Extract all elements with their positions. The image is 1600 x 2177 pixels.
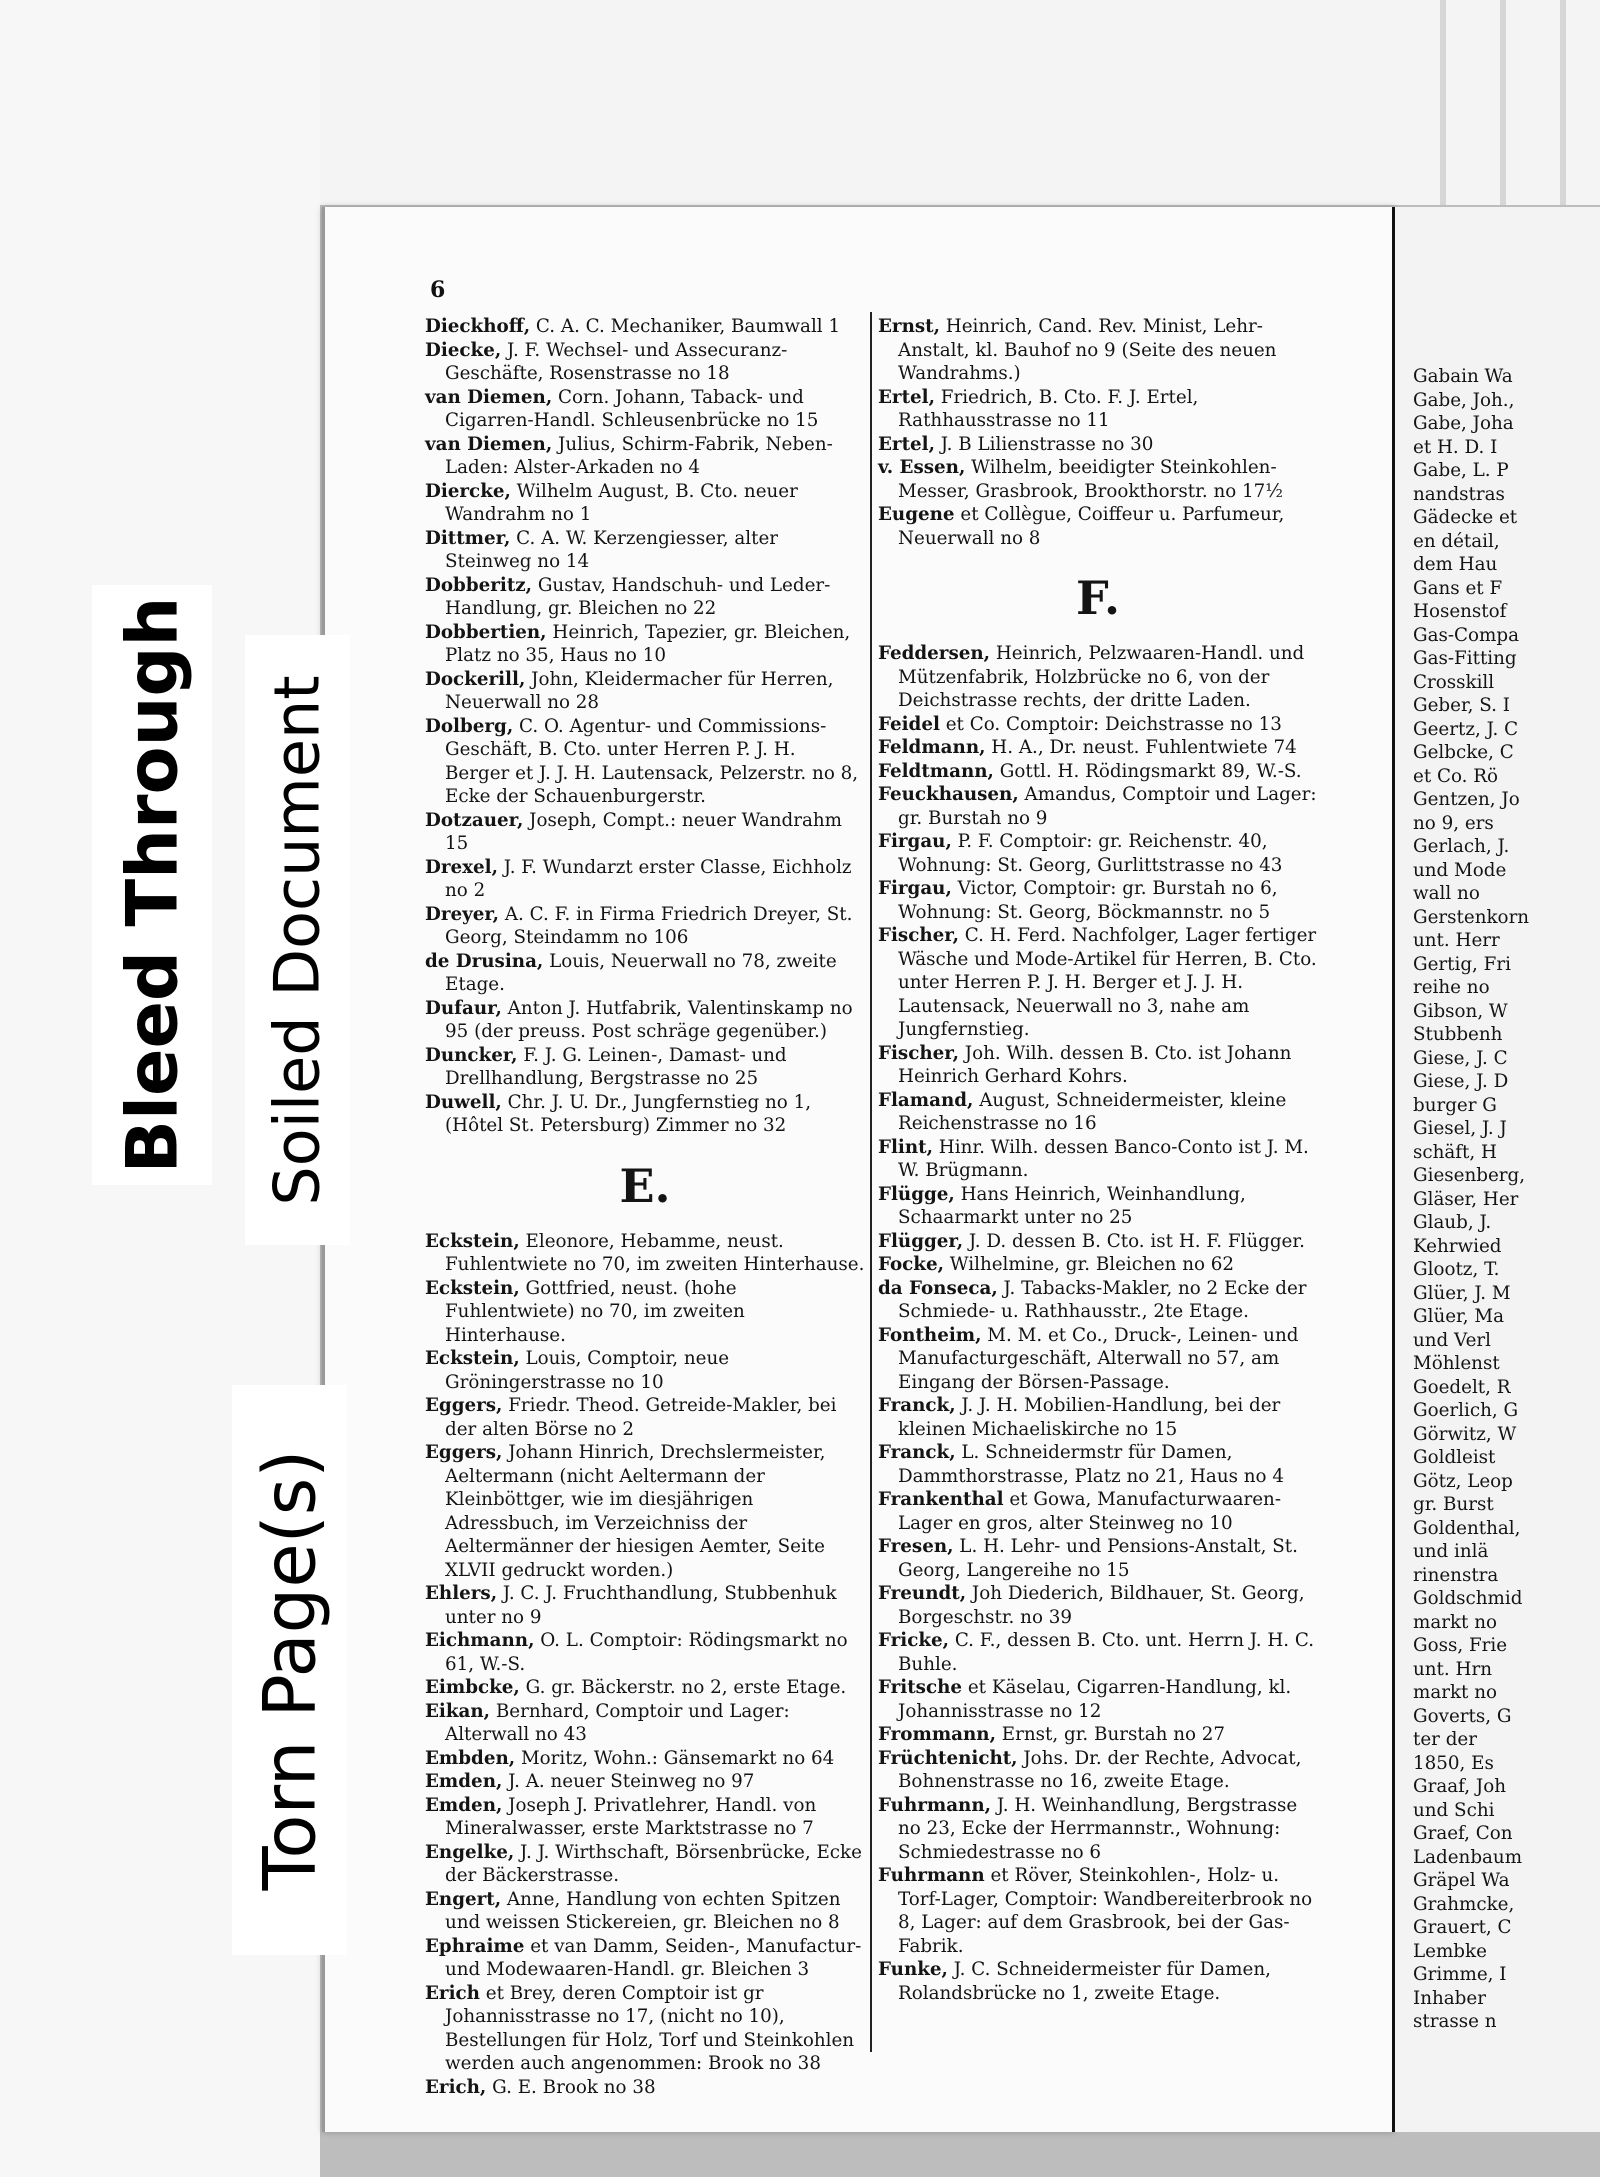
directory-entry bbox=[878, 1230, 1318, 1254]
entry-text: Joseph J. Privatlehrer, Handl. von Mineralwasser, erste Marktstrasse no 7 bbox=[445, 1794, 817, 1839]
directory-entry bbox=[878, 1441, 1318, 1488]
entry-text: Amandus, Comptoir und Lager: gr. Burstah no 9 bbox=[898, 784, 1317, 829]
entry-text: Victor, Comptoir: gr. Burstah no 6, Wohnung: St. Georg, Böckmannstr. no 5 bbox=[898, 878, 1278, 923]
fragment-line: Glüer, J. M bbox=[1413, 1282, 1511, 1304]
fragment-line: Geertz, J. C bbox=[1413, 718, 1519, 740]
fragment-line: und Verl bbox=[1413, 1329, 1491, 1351]
directory-entry bbox=[878, 877, 1318, 924]
fragment-line: 1850, Es bbox=[1413, 1752, 1494, 1774]
entry-name: Eikan, bbox=[425, 1700, 491, 1722]
entry-text: et van Damm, Seiden-, Manufactur- und Modewaaren-Handl. gr. Bleichen 3 bbox=[445, 1935, 862, 1980]
fragment-line: Giese, J. D bbox=[1413, 1071, 1509, 1092]
entry-name: Fuhrmann bbox=[878, 1865, 985, 1886]
fragment-line: Grauert, C bbox=[1413, 1917, 1512, 1938]
entry-text: August, Schneidermeister, kleine Reichenstrasse no 16 bbox=[898, 1089, 1287, 1134]
entry-name: Feldmann, bbox=[878, 737, 986, 758]
entry-name: Eckstein, bbox=[425, 1277, 520, 1299]
entry-text: F. J. G. Leinen-, Damast- und Drellhandlung, Bergstrasse no 25 bbox=[445, 1044, 787, 1089]
directory-entry bbox=[878, 1394, 1318, 1441]
fragment-line: und Schi bbox=[1413, 1799, 1495, 1821]
entry-text: C. H. Ferd. Nachfolger, Lager fertiger Wäsche und Mode-Artikel für Herren, B. Cto. unter Herren P. J. H. Berger et J. J. H. Lautensack, Neuerwall no 3, nahe am Jungfernstieg. bbox=[898, 925, 1317, 1040]
fragment-line: Möhlenst bbox=[1413, 1353, 1500, 1374]
entry-text: Eleonore, Hebamme, neust. Fuhlentwiete no 70, im zweiten Hinterhause. bbox=[445, 1230, 865, 1275]
fragment-line: burger G bbox=[1413, 1094, 1497, 1116]
directory-entry bbox=[878, 1183, 1318, 1230]
background-stripe bbox=[1560, 0, 1566, 205]
entry-text: et Brey, deren Comptoir ist gr Johannisstrasse no 17, (nicht no 10), Bestellungen für Holz, Torf und Steinkohlen werden auch angenommen: Brook no 38 bbox=[445, 1982, 855, 2074]
directory-entry bbox=[878, 503, 1318, 550]
entry-name: Ernst, bbox=[878, 316, 940, 337]
directory-entry bbox=[425, 997, 865, 1044]
directory-entry bbox=[425, 315, 865, 339]
entry-name: Flügge, bbox=[878, 1183, 955, 1205]
entry-name: Diercke, bbox=[425, 480, 511, 502]
entry-text: Wilhelm August, B. Cto. neuer Wandrahm no 1 bbox=[445, 480, 798, 525]
directory-entry bbox=[878, 1676, 1318, 1723]
label-text: Soiled Document bbox=[261, 674, 334, 1206]
fragment-line: markt no bbox=[1413, 1682, 1497, 1703]
entry-text: J. J. Wirthschaft, Börsenbrücke, Ecke der Bäckerstrasse. bbox=[445, 1841, 862, 1886]
entry-name: Engelke, bbox=[425, 1841, 515, 1863]
entry-name: Fresen, bbox=[878, 1536, 954, 1557]
entry-text: J. B Lilienstrasse no 30 bbox=[934, 433, 1154, 455]
background-stripe bbox=[1500, 0, 1506, 205]
directory-entry bbox=[878, 1535, 1318, 1582]
directory-entry bbox=[425, 1441, 865, 1582]
entry-name: de Drusina, bbox=[425, 950, 544, 972]
directory-entry bbox=[878, 386, 1318, 433]
entry-name: Eckstein, bbox=[425, 1348, 520, 1369]
entry-text: Corn. Johann, Taback- und Cigarren-Handl. Schleusenbrücke no 15 bbox=[445, 386, 819, 431]
fragment-line: Glaub, J. bbox=[1413, 1212, 1492, 1233]
fragment-line: Glootz, T. bbox=[1413, 1259, 1500, 1280]
fragment-line: Goldschmid bbox=[1413, 1588, 1523, 1609]
fragment-line: markt no bbox=[1413, 1611, 1497, 1633]
entry-name: Eggers, bbox=[425, 1442, 503, 1463]
directory-entry bbox=[425, 433, 865, 480]
directory-entry bbox=[425, 574, 865, 621]
fragment-line: Gerstenkorn bbox=[1413, 906, 1530, 928]
directory-entry bbox=[425, 1347, 865, 1394]
document-page bbox=[322, 207, 1395, 2132]
entry-text: Moritz, Wohn.: Gänsemarkt no 64 bbox=[515, 1747, 835, 1769]
entry-text: Johs. Dr. der Rechte, Advocat, Bohnenstrasse no 16, zweite Etage. bbox=[898, 1747, 1302, 1792]
entry-name: Erich bbox=[425, 1982, 480, 2004]
entry-text: Bernhard, Comptoir und Lager: Alterwall no 43 bbox=[445, 1700, 790, 1745]
entry-text: Friedr. Theod. Getreide-Makler, bei der alten Börse no 2 bbox=[445, 1395, 837, 1440]
entry-name: Fricke, bbox=[878, 1630, 950, 1651]
directory-entry bbox=[878, 1794, 1318, 1865]
entry-name: Dotzauer, bbox=[425, 809, 524, 831]
entry-name: van Diemen, bbox=[425, 386, 553, 408]
directory-entry bbox=[878, 1277, 1318, 1324]
fragment-line: Stubbenh bbox=[1413, 1024, 1503, 1045]
entry-name: Franck, bbox=[878, 1395, 956, 1416]
entry-name: van Diemen, bbox=[425, 433, 553, 455]
entry-text: J. D. dessen B. Cto. ist H. F. Flügger. bbox=[963, 1230, 1305, 1252]
entry-name: Emden, bbox=[425, 1771, 503, 1792]
entry-text: Friedrich, B. Cto. F. J. Ertel, Rathhausstrasse no 11 bbox=[898, 386, 1199, 431]
background-stripe bbox=[1440, 0, 1446, 205]
label-soiled-document bbox=[245, 635, 350, 1245]
entry-text: John, Kleidermacher für Herren, Neuerwall no 28 bbox=[445, 668, 834, 713]
directory-entry bbox=[425, 668, 865, 715]
directory-entry bbox=[425, 386, 865, 433]
directory-entry bbox=[425, 809, 865, 856]
entry-name: Eugene bbox=[878, 504, 955, 525]
directory-entry bbox=[878, 924, 1318, 1042]
entry-text: et Collègue, Coiffeur u. Parfumeur, Neuerwall no 8 bbox=[898, 504, 1285, 549]
entry-text: Wilhelm, beeidigter Steinkohlen-Messer, Grasbrook, Brookthorstr. no 17½ bbox=[898, 457, 1284, 502]
directory-entry bbox=[878, 456, 1318, 503]
entry-name: Firgau, bbox=[878, 831, 952, 852]
entry-text: A. C. F. in Firma Friedrich Dreyer, St. Georg, Steindamm no 106 bbox=[445, 903, 853, 948]
fragment-line: Graaf, Joh bbox=[1413, 1776, 1506, 1797]
directory-entry bbox=[425, 1230, 865, 1277]
fragment-line: Gertig, Fri bbox=[1413, 953, 1511, 975]
section-letter: F. bbox=[1075, 571, 1121, 625]
entry-name: Dolberg, bbox=[425, 715, 514, 737]
entry-name: Dockerill, bbox=[425, 668, 526, 690]
fragment-line: Gas-Fitting bbox=[1413, 648, 1517, 669]
entry-text: Gottfried, neust. (hohe Fuhlentwiete) no 70, im zweiten Hinterhause. bbox=[445, 1277, 745, 1346]
fragment-line: ter der bbox=[1413, 1729, 1477, 1750]
fragment-line: Goldenthal, bbox=[1413, 1517, 1521, 1539]
directory-entry bbox=[425, 527, 865, 574]
directory-entry bbox=[425, 1582, 865, 1629]
entry-name: Emden, bbox=[425, 1794, 503, 1816]
entry-name: Feddersen, bbox=[878, 643, 991, 664]
entry-name: Erich, bbox=[425, 2076, 487, 2098]
fragment-line: Giese, J. C bbox=[1413, 1047, 1508, 1069]
entry-name: Früchtenicht, bbox=[878, 1747, 1018, 1769]
right-column bbox=[878, 315, 1318, 2005]
directory-entry bbox=[425, 621, 865, 668]
directory-entry bbox=[878, 1253, 1318, 1277]
fragment-line: et H. D. I bbox=[1413, 436, 1498, 458]
fragment-line: Gädecke et bbox=[1413, 507, 1518, 528]
entry-text: et Gowa, Manufacturwaaren-Lager en gros, alter Steinweg no 10 bbox=[898, 1489, 1281, 1534]
entry-text: O. L. Comptoir: Rödingsmarkt no 61, W.-S. bbox=[445, 1630, 848, 1675]
entry-text: Wilhelmine, gr. Bleichen no 62 bbox=[943, 1254, 1235, 1275]
next-page-edge bbox=[1392, 207, 1600, 2132]
entry-text: Louis, Comptoir, neue Gröningerstrasse no 10 bbox=[445, 1348, 730, 1393]
entry-text: Gustav, Handschuh- und Leder-Handlung, gr. Bleichen no 22 bbox=[445, 574, 831, 619]
fragment-line: Giesenberg, bbox=[1413, 1165, 1526, 1186]
entry-name: Eggers, bbox=[425, 1395, 503, 1416]
fragment-line: Grimme, I bbox=[1413, 1964, 1507, 1985]
entry-text: Anton J. Hutfabrik, Valentinskamp no 95 (der preuss. Post schräge gegenüber.) bbox=[445, 997, 853, 1042]
entry-text: Louis, Neuerwall no 78, zweite Etage. bbox=[445, 950, 837, 995]
entry-name: Dobberitz, bbox=[425, 574, 533, 596]
fragment-line: Hosenstof bbox=[1413, 601, 1507, 622]
entry-text: Joh. Wilh. dessen B. Cto. ist Johann Heinrich Gerhard Kohrs. bbox=[898, 1042, 1292, 1087]
entry-name: Ertel, bbox=[878, 433, 935, 455]
directory-entry bbox=[878, 1723, 1318, 1747]
fragment-line: Grahmcke, bbox=[1413, 1893, 1515, 1915]
entry-name: v. Essen, bbox=[878, 457, 966, 478]
entry-name: Flügger, bbox=[878, 1230, 964, 1252]
directory-entry bbox=[425, 480, 865, 527]
fragment-line: nandstras bbox=[1413, 483, 1505, 505]
fragment-line: Kehrwied bbox=[1413, 1235, 1502, 1257]
entry-text: C. A. W. Kerzengiesser, alter Steinweg no 14 bbox=[445, 527, 779, 572]
fragment-line: rinenstra bbox=[1413, 1564, 1499, 1586]
directory-entry bbox=[425, 1394, 865, 1441]
fragment-line: Gelbcke, C bbox=[1413, 742, 1514, 763]
entry-text: Hans Heinrich, Weinhandlung, Schaarmarkt unter no 25 bbox=[898, 1183, 1246, 1228]
entry-name: Ephraime bbox=[425, 1935, 525, 1957]
directory-entry bbox=[878, 1864, 1318, 1958]
fragment-line: Crosskill bbox=[1413, 671, 1495, 693]
fragment-line: unt. Hrn bbox=[1413, 1658, 1492, 1680]
fragment-line: und Mode bbox=[1413, 859, 1507, 881]
entry-text: Anne, Handlung von echten Spitzen und weissen Stickereien, gr. Bleichen no 8 bbox=[445, 1888, 841, 1933]
entry-text: Joh Diederich, Bildhauer, St. Georg, Borgeschstr. no 39 bbox=[898, 1583, 1305, 1628]
fragment-line: Gräpel Wa bbox=[1413, 1870, 1510, 1891]
fragment-line: schäft, H bbox=[1413, 1141, 1497, 1163]
entry-name: Dittmer, bbox=[425, 527, 511, 549]
entry-name: Eichmann, bbox=[425, 1630, 535, 1651]
fragment-line: et Co. Rö bbox=[1413, 765, 1499, 787]
entry-name: Eckstein, bbox=[425, 1230, 520, 1252]
directory-entry bbox=[425, 950, 865, 997]
directory-entry bbox=[425, 903, 865, 950]
fragment-line: Gerlach, J. bbox=[1413, 836, 1510, 857]
entry-name: Fuhrmann, bbox=[878, 1794, 992, 1816]
fragment-line: dem Hau bbox=[1413, 554, 1498, 575]
entry-name: Engert, bbox=[425, 1888, 502, 1910]
entry-name: Focke, bbox=[878, 1254, 944, 1275]
entry-text: J. C. Schneidermeister für Damen, Rolandsbrücke no 1, zweite Etage. bbox=[898, 1959, 1271, 2004]
page-number: 6 bbox=[430, 277, 446, 303]
directory-entry bbox=[425, 1841, 865, 1888]
fragment-line: no 9, ers bbox=[1413, 812, 1494, 834]
entry-text: H. A., Dr. neust. Fuhlentwiete 74 bbox=[985, 737, 1297, 758]
directory-entry bbox=[425, 856, 865, 903]
entry-text: Heinrich, Tapezier, gr. Bleichen, Platz no 35, Haus no 10 bbox=[445, 621, 851, 666]
entry-name: Fischer, bbox=[878, 925, 959, 946]
directory-entry bbox=[425, 1770, 865, 1794]
directory-entry bbox=[425, 1747, 865, 1771]
fragment-line: en détail, bbox=[1413, 530, 1500, 552]
fragment-line: Ladenbaum bbox=[1413, 1846, 1523, 1868]
directory-entry bbox=[878, 1324, 1318, 1395]
entry-name: Flamand, bbox=[878, 1089, 974, 1111]
directory-entry bbox=[425, 339, 865, 386]
directory-entry bbox=[425, 1091, 865, 1138]
entry-name: da Fonseca, bbox=[878, 1277, 998, 1299]
fragment-line: reihe no bbox=[1413, 977, 1490, 998]
directory-entry bbox=[878, 760, 1318, 784]
directory-entry bbox=[878, 830, 1318, 877]
label-bleed-through bbox=[92, 585, 212, 1185]
entry-text: J. H. Weinhandlung, Bergstrasse no 23, Ecke der Herrmannstr., Wohnung: Schmiedestrasse no 6 bbox=[898, 1794, 1298, 1863]
entry-text: J. F. Wundarzt erster Classe, Eichholz no 2 bbox=[445, 856, 852, 901]
directory-entry bbox=[878, 1136, 1318, 1183]
entry-name: Dieckhoff, bbox=[425, 316, 531, 337]
entry-text: Joseph, Compt.: neuer Wandrahm 15 bbox=[445, 809, 842, 854]
entry-name: Feuckhausen, bbox=[878, 784, 1019, 805]
fragment-line: Gentzen, Jo bbox=[1413, 789, 1520, 810]
fragment-line: Giesel, J. J bbox=[1413, 1118, 1507, 1139]
entry-text: M. M. et Co., Druck-, Leinen- und Manufacturgeschäft, Alterwall no 57, am Eingang der Börsen-Passage. bbox=[898, 1324, 1299, 1393]
entry-text: Johann Hinrich, Drechslermeister, Aeltermann (nicht Aeltermann der Kleinböttger, wie im diesjährigen Adressbuch, im Verzeichniss der Aeltermänner der hiesigen Aemter, Seite XLVII gedruckt worden.) bbox=[445, 1442, 826, 1581]
entry-text: C. O. Agentur- und Commissions-Geschäft, B. Cto. unter Herren P. J. H. Berger et J. J. H. Lautensack, Pelzerstr. no 8, Ecke der Schauenburgerstr. bbox=[445, 715, 859, 807]
entry-name: Embden, bbox=[425, 1747, 516, 1769]
directory-entry bbox=[425, 1982, 865, 2076]
entry-name: Fritsche bbox=[878, 1677, 963, 1698]
directory-entry bbox=[878, 713, 1318, 737]
label-text: Bleed Through bbox=[111, 596, 193, 1174]
entry-text: et Röver, Steinkohlen-, Holz- u. Torf-Lager, Comptoir: Wandbereiterbrook no 8, Lager: auf dem Grasbrook, bei der Gas-Fabrik. bbox=[898, 1865, 1313, 1957]
entry-text: Julius, Schirm-Fabrik, Neben-Laden: Alster-Arkaden no 4 bbox=[445, 433, 833, 478]
directory-entry bbox=[878, 1488, 1318, 1535]
directory-entry bbox=[425, 1676, 865, 1700]
section-letter: E. bbox=[619, 1158, 671, 1213]
entry-name: Duwell, bbox=[425, 1091, 502, 1113]
entry-text: Hinr. Wilh. dessen Banco-Conto ist J. M. W. Brügmann. bbox=[898, 1136, 1309, 1181]
entry-name: Franck, bbox=[878, 1442, 956, 1463]
label-text: Torn Page(s) bbox=[247, 1449, 332, 1891]
directory-entry bbox=[425, 1935, 865, 1982]
entry-name: Eimbcke, bbox=[425, 1677, 520, 1698]
entry-text: P. F. Comptoir: gr. Reichenstr. 40, Wohnung: St. Georg, Gurlittstrasse no 43 bbox=[898, 831, 1283, 876]
directory-entry bbox=[425, 2076, 865, 2100]
entry-text: J. A. neuer Steinweg no 97 bbox=[502, 1771, 755, 1792]
fragment-line: Lembke bbox=[1413, 1940, 1487, 1962]
fragment-line: Goldleist bbox=[1413, 1447, 1496, 1468]
directory-entry bbox=[878, 315, 1318, 386]
entry-name: Dufaur, bbox=[425, 997, 502, 1019]
entry-name: Fontheim, bbox=[878, 1324, 982, 1346]
entry-text: L. H. Lehr- und Pensions-Anstalt, St. Georg, Langereihe no 15 bbox=[898, 1536, 1298, 1581]
entry-text: Chr. J. U. Dr., Jungfernstieg no 1, (Hôtel St. Petersburg) Zimmer no 32 bbox=[445, 1091, 812, 1136]
entry-name: Firgau, bbox=[878, 878, 952, 899]
fragment-line: gr. Burst bbox=[1413, 1494, 1494, 1515]
directory-entry bbox=[878, 433, 1318, 457]
fragment-line: Graef, Con bbox=[1413, 1823, 1513, 1844]
entry-name: Frankenthal bbox=[878, 1489, 1004, 1510]
entry-name: Funke, bbox=[878, 1959, 948, 1980]
entry-name: Fischer, bbox=[878, 1042, 959, 1064]
directory-entry bbox=[878, 1089, 1318, 1136]
entry-text: G. gr. Bäckerstr. no 2, erste Etage. bbox=[519, 1677, 847, 1698]
entry-name: Drexel, bbox=[425, 856, 498, 878]
entry-text: Heinrich, Pelzwaaren-Handl. und Mützenfabrik, Holzbrücke no 6, von der Deichstrasse rechts, der dritte Laden. bbox=[898, 643, 1305, 711]
directory-entry bbox=[878, 1747, 1318, 1794]
column-divider bbox=[870, 312, 872, 2052]
left-column bbox=[425, 315, 865, 2099]
entry-text: et Käselau, Cigarren-Handlung, kl. Johannisstrasse no 12 bbox=[898, 1677, 1292, 1722]
directory-entry bbox=[425, 1888, 865, 1935]
directory-entry bbox=[425, 715, 865, 809]
fragment-line: wall no bbox=[1413, 883, 1480, 904]
fragment-line: Gläser, Her bbox=[1413, 1188, 1519, 1210]
fragment-line: Geber, S. I bbox=[1413, 695, 1511, 716]
fragment-line: Gabe, Joha bbox=[1413, 413, 1514, 434]
directory-entry bbox=[425, 1277, 865, 1348]
entry-text: J. F. Wechsel- und Assecuranz-Geschäfte, Rosenstrasse no 18 bbox=[445, 339, 788, 384]
fragment-line: Goss, Frie bbox=[1413, 1635, 1508, 1656]
fragment-line: Götz, Leop bbox=[1413, 1470, 1513, 1492]
fragment-line: strasse n bbox=[1413, 2011, 1497, 2032]
fragment-line: Gans et F bbox=[1413, 577, 1503, 599]
directory-entry bbox=[425, 1700, 865, 1747]
entry-text: J. Tabacks-Makler, no 2 Ecke der Schmiede- u. Rathhausstr., 2te Etage. bbox=[898, 1277, 1307, 1322]
directory-entry bbox=[878, 1629, 1318, 1676]
entry-text: L. Schneidermstr für Damen, Dammthorstrasse, Platz no 21, Haus no 4 bbox=[898, 1442, 1285, 1487]
fragment-line: unt. Herr bbox=[1413, 930, 1500, 951]
directory-entry bbox=[878, 642, 1318, 713]
entry-text: J. C. J. Fruchthandlung, Stubbenhuk unter no 9 bbox=[445, 1583, 837, 1628]
entry-name: Frommann, bbox=[878, 1724, 996, 1745]
directory-entry bbox=[878, 1042, 1318, 1089]
directory-entry bbox=[878, 1958, 1318, 2005]
entry-name: Feldtmann, bbox=[878, 760, 994, 782]
entry-name: Diecke, bbox=[425, 339, 502, 361]
directory-entry bbox=[878, 1582, 1318, 1629]
directory-entry bbox=[425, 1629, 865, 1676]
entry-text: Ernst, gr. Burstah no 27 bbox=[995, 1724, 1226, 1745]
directory-entry bbox=[878, 736, 1318, 760]
entry-text: C. F., dessen B. Cto. unt. Herrn J. H. C. Buhle. bbox=[898, 1630, 1315, 1675]
fragment-line: Goerlich, G bbox=[1413, 1400, 1519, 1421]
fragment-line: Gabe, L. P bbox=[1413, 460, 1509, 481]
fragment-line: und inlä bbox=[1413, 1541, 1489, 1562]
entry-name: Freundt, bbox=[878, 1583, 967, 1604]
entry-text: Gottl. H. Rödingsmarkt 89, W.-S. bbox=[993, 760, 1302, 782]
entry-name: Dreyer, bbox=[425, 903, 500, 925]
entry-text: C. A. C. Mechaniker, Baumwall 1 bbox=[530, 316, 841, 337]
entry-name: Dobbertien, bbox=[425, 621, 547, 643]
entry-text: J. J. H. Mobilien-Handlung, bei der kleinen Michaeliskirche no 15 bbox=[898, 1395, 1281, 1440]
fragment-line: Goverts, G bbox=[1413, 1705, 1512, 1727]
fragment-line: Goedelt, R bbox=[1413, 1376, 1511, 1398]
entry-text: Heinrich, Cand. Rev. Minist, Lehr-Anstalt, kl. Bauhof no 9 (Seite des neuen Wandrahms.) bbox=[898, 316, 1277, 384]
fragment-line: Görwitz, W bbox=[1413, 1423, 1517, 1445]
fragment-line: Gabain Wa bbox=[1413, 366, 1513, 387]
entry-name: Feidel bbox=[878, 713, 940, 735]
entry-name: Flint, bbox=[878, 1136, 933, 1158]
entry-name: Ertel, bbox=[878, 386, 935, 408]
fragment-line: Gas-Compa bbox=[1413, 624, 1519, 646]
next-page-fragments bbox=[1413, 365, 1529, 2034]
label-torn-pages bbox=[232, 1385, 347, 1955]
entry-text: G. E. Brook no 38 bbox=[486, 2076, 656, 2098]
fragment-line: Gabe, Joh., bbox=[1413, 389, 1515, 411]
fragment-line: Gibson, W bbox=[1413, 1000, 1508, 1022]
entry-name: Ehlers, bbox=[425, 1583, 498, 1604]
directory-entry bbox=[425, 1044, 865, 1091]
directory-entry bbox=[878, 783, 1318, 830]
directory-entry bbox=[425, 1794, 865, 1841]
fragment-line: Glüer, Ma bbox=[1413, 1306, 1505, 1327]
fragment-line: Inhaber bbox=[1413, 1987, 1486, 2009]
entry-text: et Co. Comptoir: Deichstrasse no 13 bbox=[939, 713, 1282, 735]
entry-name: Duncker, bbox=[425, 1044, 518, 1066]
